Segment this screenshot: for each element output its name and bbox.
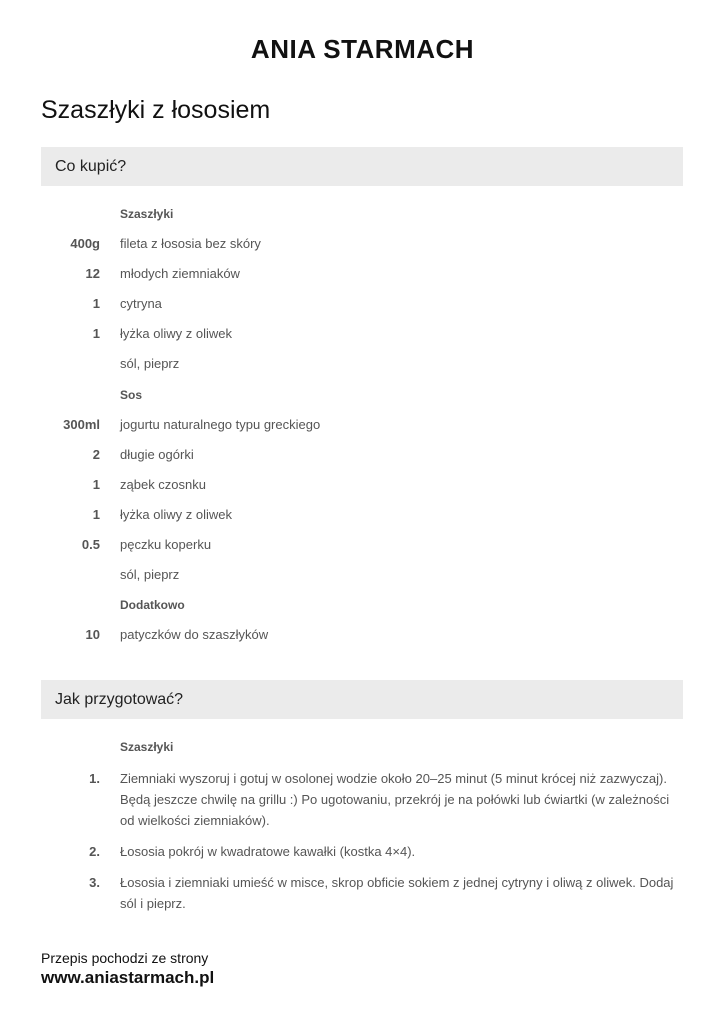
ingredient-quantity: 2: [92, 446, 100, 462]
ingredient-name: ząbek czosnku: [120, 476, 206, 492]
ingredient-group: [0, 380, 725, 410]
ingredient-group-label: Sos: [120, 387, 143, 402]
ingredient-name: łyżka oliwy z oliwek: [120, 506, 232, 522]
ingredient-row: [0, 319, 725, 349]
ingredient-name: jogurtu naturalnego typu greckiego: [120, 416, 321, 432]
ingredient-name: cytryna: [120, 296, 162, 312]
ingredient-row: [0, 289, 725, 319]
footer-source-label: Przepis pochodzi ze strony: [41, 950, 209, 966]
step-item: [0, 841, 725, 862]
ingredient-name: młodych ziemniaków: [120, 266, 240, 282]
ingredient-row: [0, 500, 725, 530]
step-text: Ziemniaki wyszoruj i gotuj w osolonej wodzie około 20–25 minut (5 minut krócej niż zazwyczaj). Będą jeszcze chwilę na grillu :) Po ugotowaniu, przekrój je na połówki lub ćwiartki (w zależności od wielkości ziemniaków).: [120, 771, 670, 828]
ingredient-name: sól, pieprz: [120, 567, 180, 583]
ingredient-name: fileta z łososia bez skóry: [120, 236, 261, 252]
ingredient-quantity: 10: [85, 627, 100, 643]
steps-group-label: Szaszłyki: [120, 740, 174, 754]
ingredient-group-label: Dodatkowo: [120, 598, 185, 613]
ingredient-group: [0, 199, 725, 229]
step-text: Łososia i ziemniaki umieść w misce, skrop obficie sokiem z jednej cytryny i oliwą z oliwek. Dodaj sól i pieprz.: [120, 875, 674, 911]
ingredient-list: [0, 199, 725, 650]
ingredient-row: [0, 620, 725, 650]
step-number: 1.: [89, 771, 100, 786]
ingredient-row: [0, 470, 725, 500]
footer-website-link[interactable]: www.aniastarmach.pl: [41, 968, 215, 987]
ingredient-group-label: Szaszłyki: [120, 207, 174, 221]
ingredient-row: [0, 440, 725, 470]
ingredient-quantity: 1: [92, 296, 100, 312]
ingredient-row: [0, 229, 725, 259]
ingredient-quantity: 1: [92, 506, 100, 522]
ingredient-row: [0, 349, 725, 379]
ingredient-quantity: 300ml: [63, 416, 100, 432]
step-item: [0, 768, 725, 831]
ingredient-name: patyczków do szaszłyków: [120, 627, 269, 643]
ingredient-name: długie ogórki: [120, 446, 194, 462]
ingredient-quantity: 1: [92, 476, 100, 492]
steps-list: [0, 738, 725, 924]
ingredient-quantity: 1: [92, 326, 100, 342]
step-number: 2.: [89, 844, 100, 859]
ingredient-quantity: 12: [85, 266, 100, 282]
brand-title: ANIA STARMACH: [250, 34, 475, 64]
ingredient-row: [0, 560, 725, 590]
ingredient-quantity: 400g: [70, 236, 100, 252]
section-header-buy: Co kupić?: [41, 147, 683, 186]
ingredient-name: łyżka oliwy z oliwek: [120, 326, 232, 342]
ingredient-row: [0, 410, 725, 440]
ingredient-row: [0, 530, 725, 560]
section-header-prepare: Jak przygotować?: [41, 680, 683, 719]
step-text: Łososia pokrój w kwadratowe kawałki (kostka 4×4).: [120, 844, 416, 859]
recipe-title: Szaszłyki z łososiem: [41, 96, 271, 124]
step-number: 3.: [89, 875, 100, 890]
ingredient-row: [0, 259, 725, 289]
ingredient-quantity: 0.5: [81, 537, 100, 553]
ingredient-group: [0, 590, 725, 620]
step-item: [0, 872, 725, 914]
ingredient-name: pęczku koperku: [120, 537, 212, 553]
ingredient-name: sól, pieprz: [120, 356, 180, 372]
